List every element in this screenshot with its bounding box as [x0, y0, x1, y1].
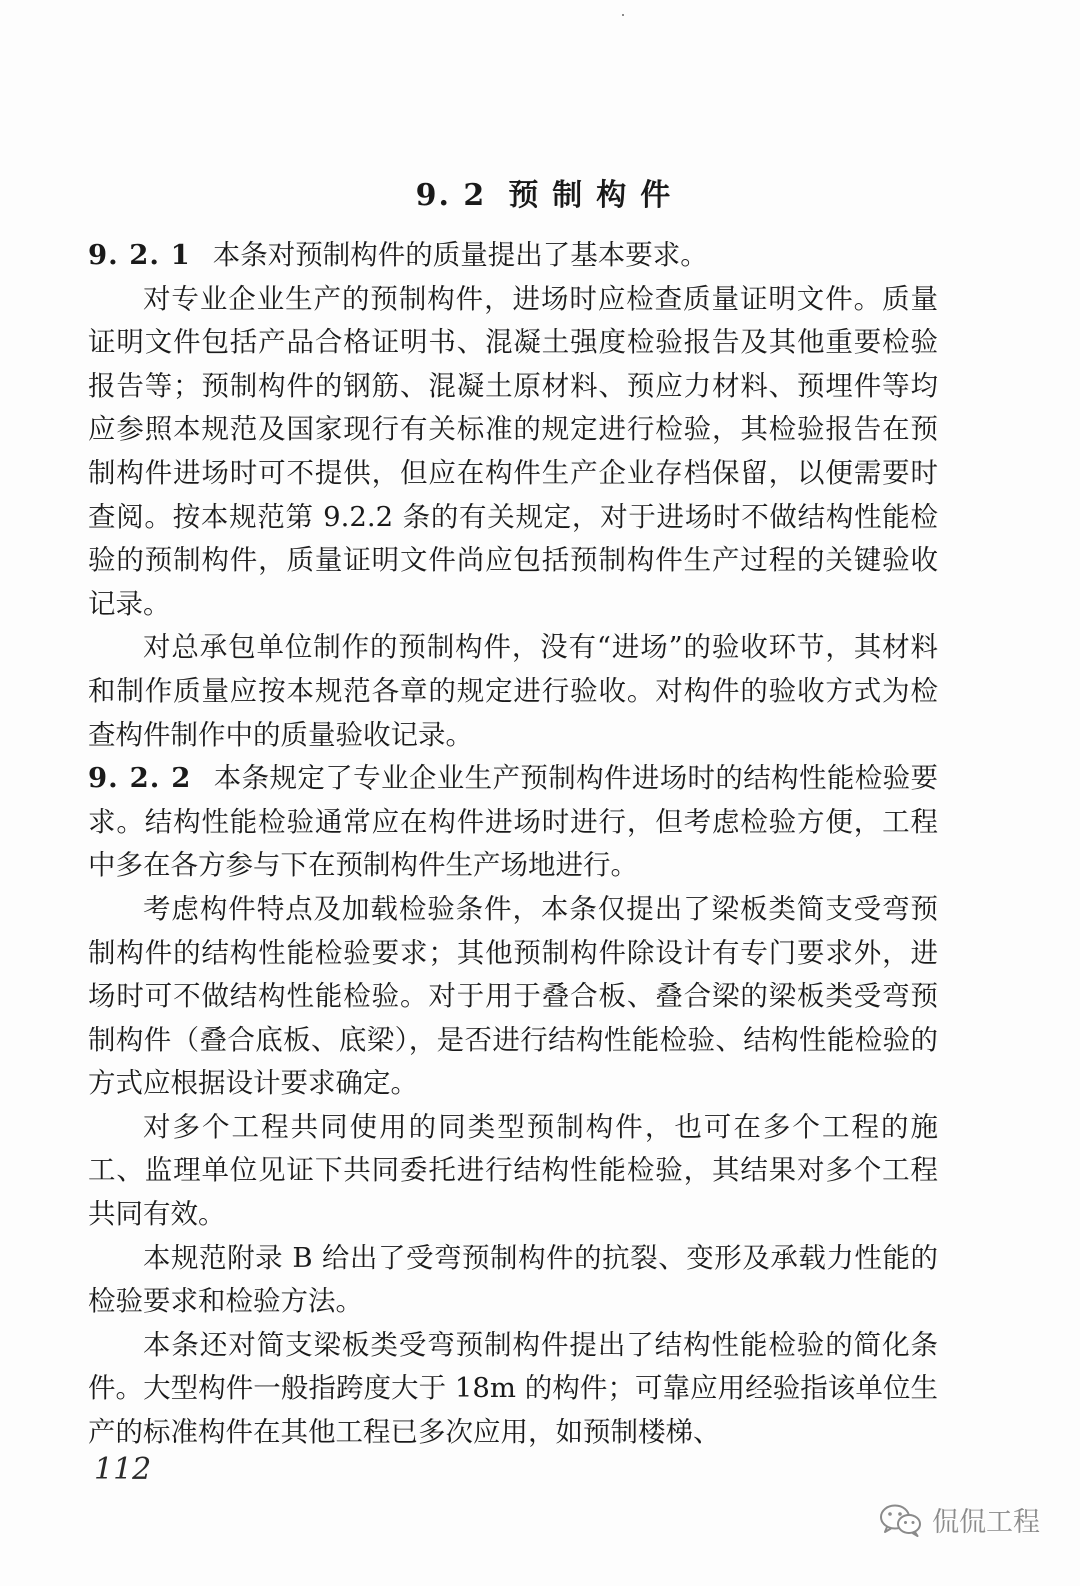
clause-paragraph	[88, 757, 938, 888]
page-number: 112	[94, 1452, 152, 1487]
clause-number: 9. 2. 2	[88, 762, 192, 795]
clause-text: 本条规定了专业企业生产预制构件进场时的结构性能检验要求。结构性能检验通常应在构件进场时进行，但考虑检验方便，工程中多在各方参与下在预制构件生产场地进行。	[88, 762, 938, 882]
paragraph: 本规范附录 B 给出了受弯预制构件的抗裂、变形及承载力性能的检验要求和检验方法。	[88, 1241, 938, 1318]
section-title: 预制构件	[508, 178, 685, 213]
paragraph: 对专业企业生产的预制构件，进场时应检查质量证明文件。质量证明文件包括产品合格证明书、混凝土强度检验报告及其他重要检验报告等；预制构件的钢筋、混凝土原材料、预应力材料、预埋件等均应参照本规范及国家现行有关标准的规定进行检验，其检验报告在预制构件进场时可不提供，但应在构件生产企业存档保留，以便需要时查阅。按本规范第 9.2.2 条的有关规定，对于进场时不做结构性能检验的预制构件，质量证明文件尚应包括预制构件生产过程的关键验收记录。	[88, 282, 938, 620]
section-heading	[10, 170, 1080, 214]
clause-paragraph	[88, 234, 938, 278]
wechat-icon	[878, 1503, 924, 1537]
paragraph: 考虑构件特点及加载检验条件，本条仅提出了梁板类简支受弯预制构件的结构性能检验要求；其他预制构件除设计有专门要求外，进场时可不做结构性能检验。对于用于叠合板、叠合梁的梁板类受弯预制构件（叠合底板、底梁），是否进行结构性能检验、结构性能检验的方式应根据设计要求确定。	[88, 892, 938, 1100]
paragraph: 对总承包单位制作的预制构件，没有“进场”的验收环节，其材料和制作质量应按本规范各章的规定进行验收。对构件的验收方式为检查构件制作中的质量验收记录。	[88, 631, 938, 751]
watermark	[878, 1500, 1040, 1539]
clause-number: 9. 2. 1	[88, 239, 191, 271]
clause-text: 本条对预制构件的质量提出了基本要求。	[212, 239, 708, 271]
body-text	[88, 234, 938, 1455]
scan-dot	[622, 14, 624, 16]
paragraph: 对多个工程共同使用的同类型预制构件，也可在多个工程的施工、监理单位见证下共同委托进行结构性能检验，其结果对多个工程共同有效。	[88, 1110, 938, 1231]
paragraph: 本条还对简支梁板类受弯预制构件提出了结构性能检验的简化条件。大型构件一般指跨度大于 18m 的构件；可靠应用经验指该单位生产的标准构件在其他工程已多次应用，如预制楼梯、	[88, 1328, 938, 1449]
watermark-text: 侃侃工程	[932, 1507, 1040, 1538]
section-number: 9. 2	[415, 178, 487, 213]
